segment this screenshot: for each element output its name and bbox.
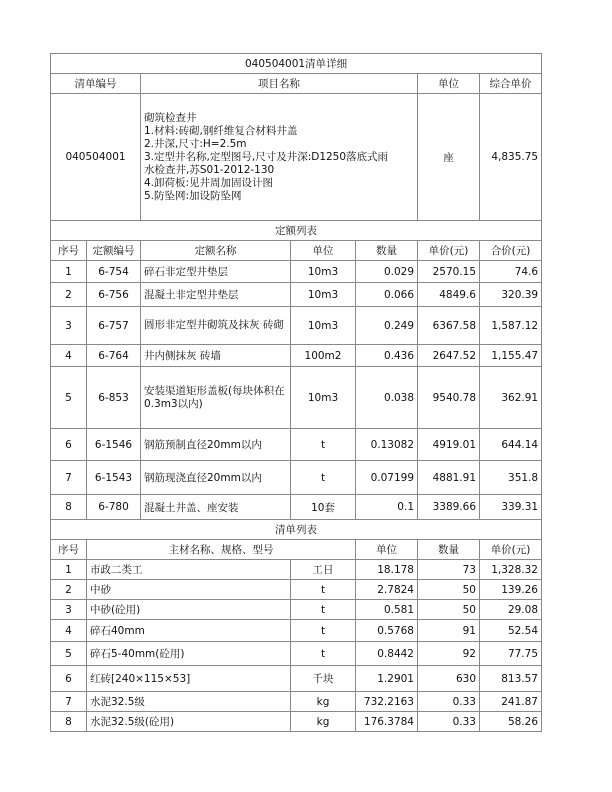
table-row [51,429,542,461]
material-name: 红砖[240×115×53] [87,666,291,692]
quota-price: 2570.15 [418,261,480,283]
description-line: 4.卸荷板:见井周加固设计图 [144,176,274,189]
unit-header: 单位 [418,74,480,94]
item-description [141,94,418,221]
table-row [51,495,542,520]
quota-qty: 0.13082 [356,429,418,461]
material-unit: t [291,600,356,620]
material-unit: kg [291,692,356,712]
bill-code-header: 清单编号 [51,74,141,94]
quota-price: 4881.91 [418,461,480,495]
quota-code: 6-1546 [87,429,141,461]
material-name: 水泥32.5级(砼用) [87,712,291,732]
quota-price: 2647.52 [418,345,480,367]
quota-qty: 0.1 [356,495,418,520]
item-unit: 座 [418,94,480,221]
quota-total: 339.31 [480,495,542,520]
quota-header-total: 合价(元) [480,241,542,261]
row-no: 4 [51,345,87,367]
description-line: 3.定型井名称,定型图号,尺寸及井深:D1250落底式雨 [144,150,389,163]
quota-total: 1,587.12 [480,307,542,345]
material-header-unit: 单位 [356,540,418,560]
quota-price: 4919.01 [418,429,480,461]
item-name-header: 项目名称 [141,74,418,94]
row-no: 8 [51,712,87,732]
material-name: 碎石40mm [87,620,291,642]
table-row [51,345,542,367]
table-row [51,666,542,692]
quota-name: 钢筋预制直径20mm以内 [141,429,291,461]
material-total: 77.75 [480,642,542,666]
material-qty: 732.2163 [356,692,418,712]
quota-name: 混凝土井盖、座安装 [141,495,291,520]
quota-unit: t [291,429,356,461]
quota-header-name: 定额名称 [141,241,291,261]
table-row [51,580,542,600]
material-price: 0.33 [418,712,480,732]
table-row [51,712,542,732]
quota-total: 362.91 [480,367,542,429]
table-title: 040504001清单详细 [51,54,542,74]
row-no: 8 [51,495,87,520]
material-total: 1,328.32 [480,560,542,580]
row-no: 6 [51,429,87,461]
table-title-row [51,54,542,74]
quota-code: 6-1543 [87,461,141,495]
bill-code: 040504001 [51,94,141,221]
quota-name: 钢筋现浇直径20mm以内 [141,461,291,495]
quota-qty: 0.038 [356,367,418,429]
material-price: 50 [418,580,480,600]
quota-code: 6-754 [87,261,141,283]
quota-total: 644.14 [480,429,542,461]
material-unit: t [291,580,356,600]
material-qty: 0.5768 [356,620,418,642]
quota-section-title: 定额列表 [51,221,542,241]
quota-header-unit: 单位 [291,241,356,261]
description-line: 5.防坠网:加设防坠网 [144,189,242,202]
material-price: 91 [418,620,480,642]
table-row [51,307,542,345]
quota-unit: 10套 [291,495,356,520]
quota-name: 圆形非定型井砌筑及抹灰 砖砌 [141,307,291,345]
table-row [51,692,542,712]
material-qty: 18.178 [356,560,418,580]
material-header-name: 主材名称、规格、型号 [87,540,356,560]
material-price: 73 [418,560,480,580]
material-price: 0.33 [418,692,480,712]
material-name: 市政二类工 [87,560,291,580]
quota-price: 9540.78 [418,367,480,429]
row-no: 4 [51,620,87,642]
bill-detail-table [50,53,542,560]
material-price: 630 [418,666,480,692]
material-total: 241.87 [480,692,542,712]
row-no: 1 [51,560,87,580]
item-row [51,94,542,221]
material-total: 58.26 [480,712,542,732]
row-no: 6 [51,666,87,692]
quota-header-qty: 数量 [356,241,418,261]
quota-header-no: 序号 [51,241,87,261]
unit-price-header: 综合单价 [480,74,542,94]
description-line: 砌筑检查井 [144,111,197,124]
material-qty: 2.7824 [356,580,418,600]
quota-qty: 0.436 [356,345,418,367]
material-price: 50 [418,600,480,620]
quota-code: 6-757 [87,307,141,345]
row-no: 5 [51,642,87,666]
table-row [51,261,542,283]
material-name: 水泥32.5级 [87,692,291,712]
row-no: 7 [51,461,87,495]
material-header-no: 序号 [51,540,87,560]
material-qty: 0.8442 [356,642,418,666]
material-header-qty: 数量 [418,540,480,560]
quota-unit: 10m3 [291,307,356,345]
quota-unit: 10m3 [291,261,356,283]
quota-code: 6-780 [87,495,141,520]
item-unit-price: 4,835.75 [480,94,542,221]
material-total: 29.08 [480,600,542,620]
material-unit: t [291,620,356,642]
quota-name: 混凝土非定型井垫层 [141,283,291,307]
material-unit: 工日 [291,560,356,580]
quota-unit: 100m2 [291,345,356,367]
quota-qty: 0.066 [356,283,418,307]
quota-unit: 10m3 [291,367,356,429]
quota-price: 3389.66 [418,495,480,520]
row-no: 3 [51,600,87,620]
quota-total: 1,155.47 [480,345,542,367]
material-section-title: 清单列表 [51,520,542,540]
quota-qty: 0.07199 [356,461,418,495]
quota-header-price: 单价(元) [418,241,480,261]
quota-price: 6367.58 [418,307,480,345]
quota-name: 碎石非定型井垫层 [141,261,291,283]
quota-unit: 10m3 [291,283,356,307]
description-line: 2.井深,尺寸:H=2.5m [144,137,247,150]
table-row [51,367,542,429]
row-no: 1 [51,261,87,283]
quota-qty: 0.249 [356,307,418,345]
row-no: 2 [51,580,87,600]
quota-header-row [51,241,542,261]
quota-price: 4849.6 [418,283,480,307]
material-total: 813.57 [480,666,542,692]
table-row [51,461,542,495]
quota-code: 6-756 [87,283,141,307]
material-qty: 1.2901 [356,666,418,692]
quota-total: 74.6 [480,261,542,283]
material-name: 中砂 [87,580,291,600]
table-row [51,283,542,307]
quota-qty: 0.029 [356,261,418,283]
description-line: 1.材料:砖砌,钢纤维复合材料井盖 [144,124,298,137]
quota-total: 320.39 [480,283,542,307]
row-no: 7 [51,692,87,712]
quota-name: 安装渠道矩形盖板(每块体积在0.3m3以内) [141,367,291,429]
quota-total: 351.8 [480,461,542,495]
item-header-row [51,74,542,94]
material-section-title-row [51,520,542,540]
quota-code: 6-853 [87,367,141,429]
quota-code: 6-764 [87,345,141,367]
row-no: 2 [51,283,87,307]
table-row [51,620,542,642]
quota-section-title-row [51,221,542,241]
material-qty: 176.3784 [356,712,418,732]
material-name: 中砂(砼用) [87,600,291,620]
table-row [51,560,542,580]
material-unit: kg [291,712,356,732]
table-row [51,642,542,666]
table-row [51,600,542,620]
material-total: 52.54 [480,620,542,642]
row-no: 3 [51,307,87,345]
material-header-price: 单价(元) [480,540,542,560]
quota-name: 井内侧抹灰 砖墙 [141,345,291,367]
material-price: 92 [418,642,480,666]
material-table [50,559,542,732]
material-total: 139.26 [480,580,542,600]
row-no: 5 [51,367,87,429]
material-header-row [51,540,542,560]
material-unit: 千块 [291,666,356,692]
quota-header-code: 定额编号 [87,241,141,261]
material-unit: t [291,642,356,666]
material-name: 碎石5-40mm(砼用) [87,642,291,666]
description-line: 水检查井,苏S01-2012-130 [144,163,275,176]
quota-unit: t [291,461,356,495]
material-qty: 0.581 [356,600,418,620]
